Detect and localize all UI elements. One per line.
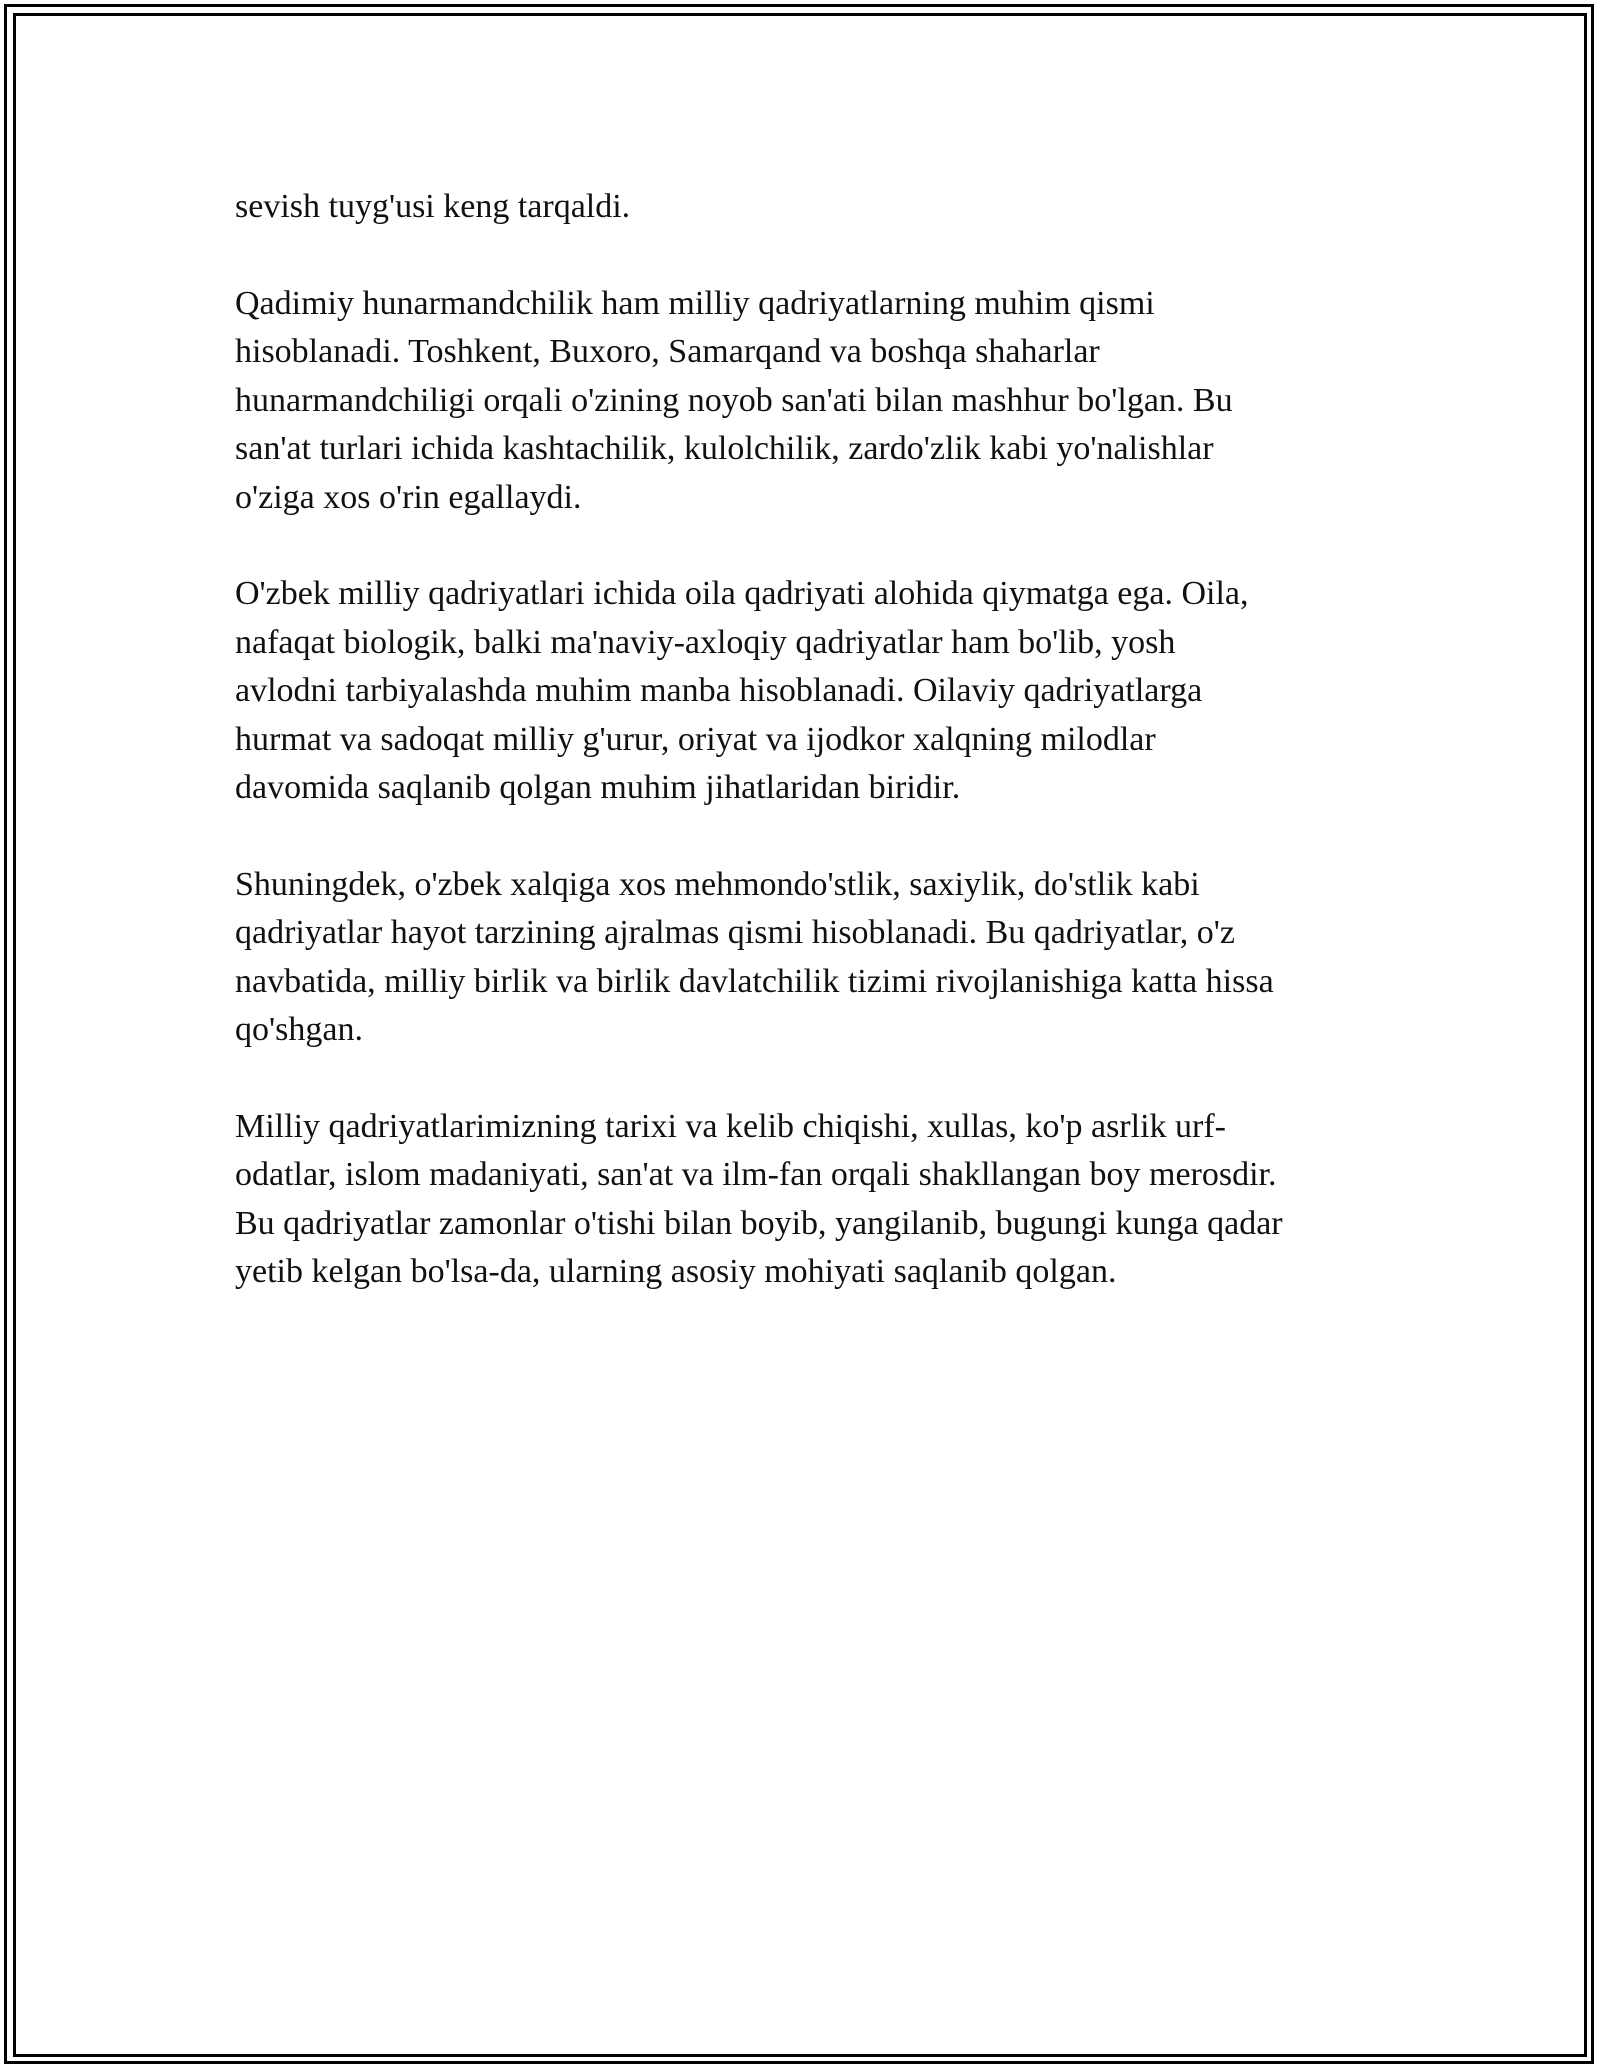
text-line: qadriyatlar hayot tarzining ajralmas qismi hisoblanadi. Bu qadriyatlar, o'z	[235, 914, 1235, 951]
text-line: navbatida, milliy birlik va birlik davlatchilik tizimi rivojlanishiga katta hissa	[235, 962, 1274, 1000]
text-line: nafaqat biologik, balki ma'naviy-axloqiy qadriyatlar ham bo'lib, yosh	[235, 623, 1176, 661]
paragraph-1	[235, 183, 1370, 232]
paragraph-4	[235, 861, 1370, 1055]
text-line: yetib kelgan bo'lsa-da, ularning asosiy mohiyati saqlanib qolgan.	[235, 1253, 1117, 1290]
text-line: hurmat va sadoqat milliy g'urur, oriyat va ijodkor xalqning milodlar	[235, 720, 1156, 758]
text-line: O'zbek milliy qadriyatlari ichida oila qadriyati alohida qiymatga ega. Oila,	[235, 575, 1249, 612]
paragraph-2	[235, 280, 1370, 523]
text-line: sevish tuyg'usi keng tarqaldi.	[235, 188, 631, 225]
text-line: Qadimiy hunarmandchilik ham milliy qadriyatlarning muhim qismi	[235, 284, 1155, 322]
text-line: odatlar, islom madaniyati, san'at va ilm-fan orqali shakllangan boy merosdir.	[235, 1156, 1277, 1193]
text-line: qo'shgan.	[235, 1011, 363, 1048]
text-line: hisoblanadi. Toshkent, Buxoro, Samarqand va boshqa shaharlar	[235, 333, 1100, 370]
text-line: hunarmandchiligi orqali o'zining noyob san'ati bilan mashhur bo'lgan. Bu	[235, 381, 1233, 419]
text-line: Shuningdek, o'zbek xalqiga xos mehmondo'stlik, saxiylik, do'stlik kabi	[235, 865, 1200, 903]
paragraph-5	[235, 1103, 1370, 1297]
text-line: o'ziga xos o'rin egallaydi.	[235, 478, 582, 516]
text-line: Milliy qadriyatlarimizning tarixi va kelib chiqishi, xullas, ko'p asrlik urf-	[235, 1107, 1226, 1145]
text-line: davomida saqlanib qolgan muhim jihatlaridan biridir.	[235, 769, 961, 806]
document-body	[235, 183, 1370, 1345]
paragraph-3	[235, 570, 1370, 813]
text-line: san'at turlari ichida kashtachilik, kulolchilik, zardo'zlik kabi yo'nalishlar	[235, 430, 1214, 467]
text-line: avlodni tarbiyalashda muhim manba hisoblanadi. Oilaviy qadriyatlarga	[235, 672, 1203, 709]
text-line: Bu qadriyatlar zamonlar o'tishi bilan boyib, yangilanib, bugungi kunga qadar	[235, 1204, 1283, 1242]
